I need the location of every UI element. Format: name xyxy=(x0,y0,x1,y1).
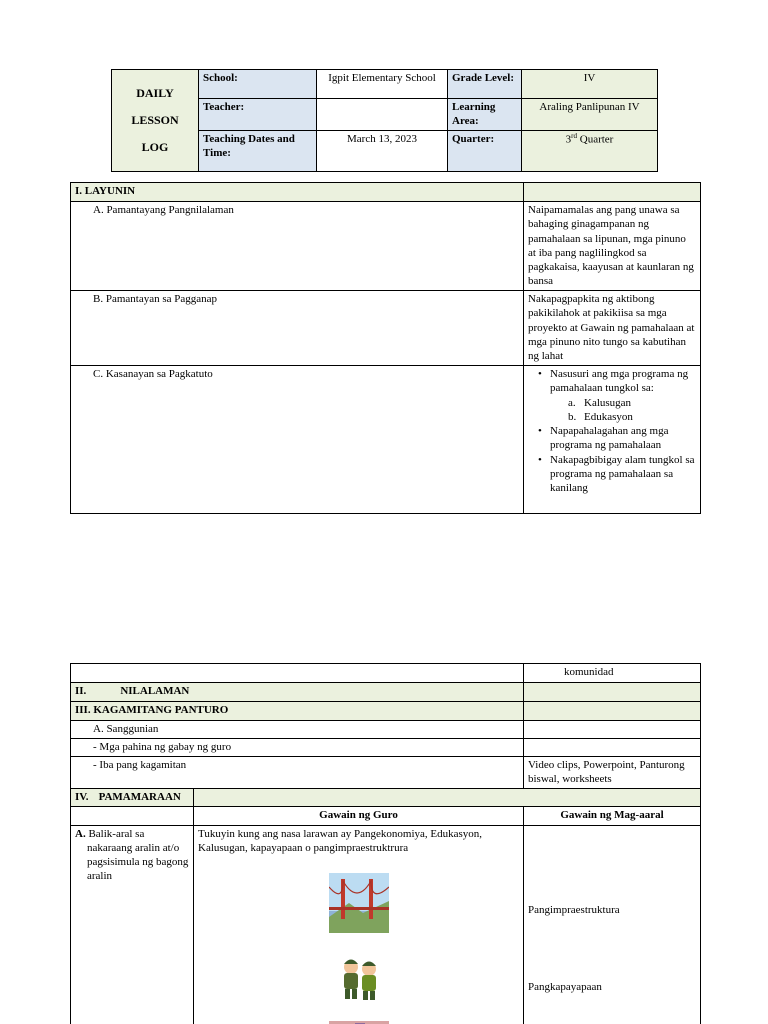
teacher-value xyxy=(317,99,448,131)
pamantayang-pangnilalaman-content: Naipamamalas ang pang unawa sa bahaging ginagampanan ng pamahalaan sa lipunan, mga pinuno at iba pang naglilingkod sa pagkakaisa, kaayusan at kaunlaran ng bansa xyxy=(524,202,701,291)
daily-lesson-log-title xyxy=(112,70,199,172)
layunin-table xyxy=(70,182,701,514)
school-label: School: xyxy=(199,70,317,99)
answer-2: Pangkapayapaan xyxy=(528,980,602,993)
title-line-1: DAILY xyxy=(136,85,174,100)
gawain-magaaral-content xyxy=(524,825,701,1024)
quarter-label: Quarter: xyxy=(448,130,522,171)
pamamaraan-table xyxy=(70,663,701,1024)
gabay-value xyxy=(524,739,701,757)
row-letter: A. xyxy=(75,827,86,840)
list-item xyxy=(568,396,696,410)
learning-area-value: Araling Panlipunan IV xyxy=(522,99,658,131)
school-value: Igpit Elementary School xyxy=(317,70,448,99)
pamamaraan-heading xyxy=(71,788,194,806)
golden-gate-bridge-image xyxy=(329,873,389,933)
pamantayan-sa-pagganap-content: Nakapagpapkita ng aktibong pakikilahok at pakikiisa sa mga proyekto at Gawain ng pamahalaan at mga pinuno nito tungo sa kabutihan ng lahat xyxy=(524,291,701,366)
learning-area-label: Learning Area: xyxy=(448,99,522,131)
continuation-text: komunidad xyxy=(524,664,701,683)
gawain-magaaral-header: Gawain ng Mag-aaral xyxy=(524,806,701,825)
picture-list xyxy=(198,873,519,1024)
list-item xyxy=(538,367,696,424)
bullet-icon: • xyxy=(538,453,542,466)
bullet-text: Napapahalagahan ang mga programa ng pamahalaan xyxy=(550,425,669,452)
kagamitan-heading: III. KAGAMITANG PANTURO xyxy=(71,702,524,721)
kasanayan-content xyxy=(524,366,701,514)
sanggunian-label: A. Sanggunian xyxy=(71,721,524,739)
pamamaraan-label: PAMAMARAAN xyxy=(98,790,181,803)
nilalaman-blank xyxy=(524,683,701,702)
nilalaman-heading xyxy=(71,683,524,702)
answer-1: Pangimpraestruktura xyxy=(528,903,620,916)
continuation-blank xyxy=(71,664,524,683)
soldiers-image xyxy=(329,947,389,1007)
bullet-text: Nasusuri ang mga programa ng pamahalaan tungkol sa: xyxy=(550,368,689,395)
balik-aral-label xyxy=(71,825,194,1024)
sub-text: Kalusugan xyxy=(584,396,632,409)
nilalaman-label: NILALAMAN xyxy=(120,685,190,697)
column-header-blank xyxy=(71,806,194,825)
grade-level-label: Grade Level: xyxy=(448,70,522,99)
quarter-suffix: rd xyxy=(571,131,577,140)
kagamitan-blank xyxy=(524,702,701,721)
kasanayan-list xyxy=(528,367,696,496)
bullet-icon: • xyxy=(538,368,542,380)
quarter-value xyxy=(522,130,658,171)
title-line-3: LOG xyxy=(141,139,169,154)
sub-marker: a. xyxy=(568,396,576,409)
pamantayang-pangnilalaman-label: A. Pamantayang Pangnilalaman xyxy=(71,202,524,291)
nilalaman-number: II. xyxy=(75,685,87,697)
bullet-icon: • xyxy=(538,425,542,438)
layunin-heading: I. LAYUNIN xyxy=(71,183,524,202)
sub-marker: b. xyxy=(568,410,577,423)
sub-list xyxy=(550,396,696,425)
sanggunian-value xyxy=(524,721,701,739)
title-line-2: LESSON xyxy=(131,112,179,127)
pamantayan-sa-pagganap-label: B. Pamantayan sa Pagganap xyxy=(71,291,524,366)
teacher-label: Teacher: xyxy=(199,99,317,131)
list-item xyxy=(568,410,696,424)
quarter-word: Quarter xyxy=(577,133,614,146)
quarter-number: 3 xyxy=(565,133,572,146)
gawain-guro-content xyxy=(194,825,524,1024)
iba-label: - Iba pang kagamitan xyxy=(71,757,524,789)
pamamaraan-blank xyxy=(194,788,701,806)
list-item xyxy=(538,453,696,496)
sub-text: Edukasyon xyxy=(584,410,633,423)
iba-value: Video clips, Powerpoint, Panturong biswal, worksheets xyxy=(524,757,701,789)
kasanayan-label: C. Kasanayan sa Pagkatuto xyxy=(71,366,524,514)
bullet-text: Nakapagbibigay alam tungkol sa programa ng pamahalaan sa kanilang xyxy=(550,453,695,495)
list-item xyxy=(538,424,696,453)
guro-instruction: Tukuyin kung ang nasa larawan ay Pangekonomiya, Edukasyon, Kalusugan, kapayapaan o pangimpraestruktrura xyxy=(198,827,483,854)
row-label: Balik-aral sa nakaraang aralin at/o pagsisimula ng bagong aralin xyxy=(85,827,189,883)
grade-level-value: IV xyxy=(522,70,658,99)
layunin-heading-blank xyxy=(524,183,701,202)
lesson-log-header xyxy=(111,69,658,172)
teaching-dates-value: March 13, 2023 xyxy=(317,130,448,171)
gawain-guro-header: Gawain ng Guro xyxy=(194,806,524,825)
teaching-dates-label: Teaching Dates and Time: xyxy=(199,130,317,171)
pamamaraan-number: IV. xyxy=(75,790,89,803)
gabay-label: - Mga pahina ng gabay ng guro xyxy=(71,739,524,757)
